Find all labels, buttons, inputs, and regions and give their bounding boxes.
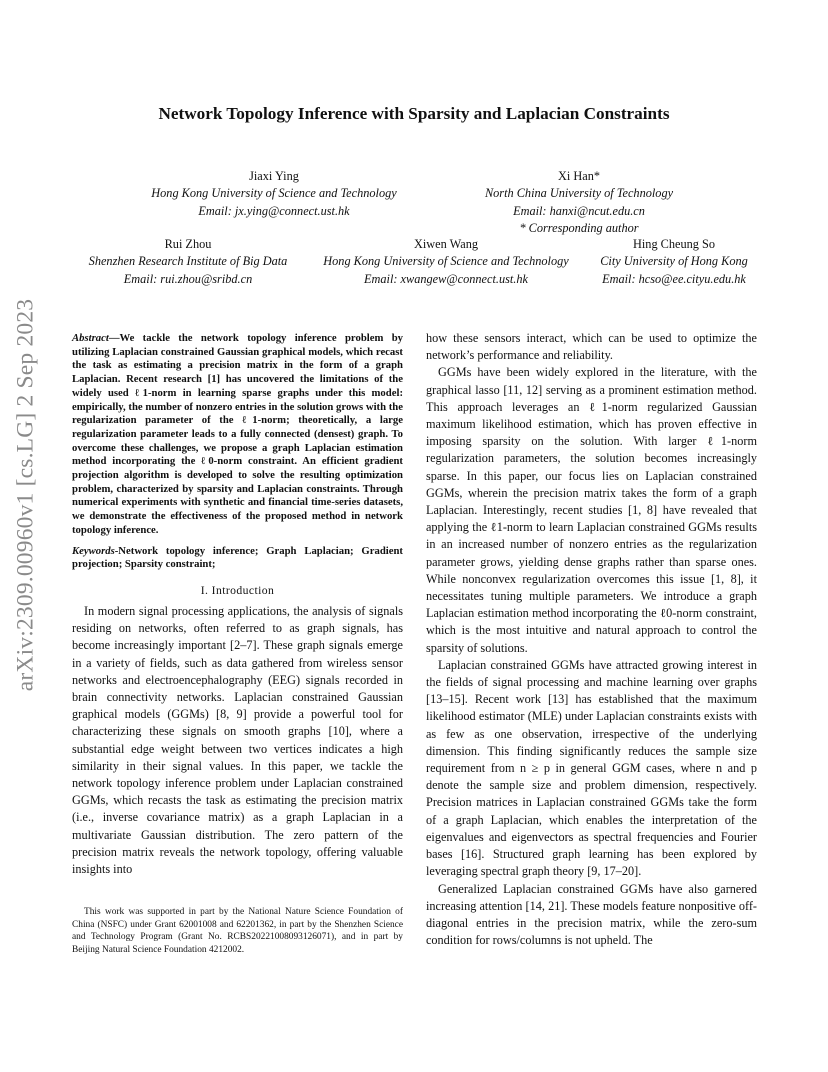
left-column — [72, 332, 403, 878]
author-block-5 — [584, 236, 764, 288]
author-affiliation: Hong Kong University of Science and Technology — [151, 186, 397, 201]
right-column — [426, 330, 757, 949]
abstract-text: —We tackle the network topology inference problem by utilizing Laplacian constrained Gaussian graphical models, which recast the task as estimating a precision matrix in the form of a graph Laplacian. Recent research [1] has uncovered the limitations of the widely used ℓ1-norm in learning sparse graphs under this model: empirically, the number of nonzero entries in the solution grows with the regularization parameter of the ℓ1-norm; theoretically, a large regularization parameter leads to a fully connected (densest) graph. To overcome these challenges, we propose a graph Laplacian estimation method incorporating the ℓ0-norm constraint. An efficient gradient projection algorithm is developed to solve the resulting optimization problem, characterized by sparsity and Laplacian constraints. Through numerical experiments with synthetic and financial time-series datasets, we demonstrate the effectiveness of the proposed method in network topology inference. — [72, 332, 403, 536]
author-email: Email: rui.zhou@sribd.cn — [123, 271, 253, 286]
keywords-text: -Network topology inference; Graph Laplacian; Gradient projection; Sparsity constraint; — [72, 544, 403, 571]
keywords-label: Keywords — [72, 544, 115, 557]
paragraph-graphical-lasso: GGMs have been widely explored in the literature, with the graphical lasso [11, 12] serving as a prominent estimation method. This approach leverages an ℓ1-norm regularized Gaussian maximum likelihood estimation, which has proven effective in imposing sparsity on the solution. With larger ℓ1-norm regularization parameters, the solution becomes increasingly sparse. In this paper, our focus lies on Laplacian constrained GGMs, wherein the precision matrix takes the form of a graph Laplacian. Interestingly, recent studies [1, 8] have revealed that applying the ℓ1-norm to learn Laplacian constrained GGMs results in an increased number of nonzero entries as the regularization parameter grows, yielding dense graphs rather than sparse ones. While nonconvex regularization overcomes this issue [1, 8], it necessitates tuning multiple parameters. We introduce a graph Laplacian estimation method incorporating the ℓ0-norm constraint, which is the most intuitive and natural approach to control the sparsity of solutions. — [426, 365, 757, 655]
author-block-1 — [124, 168, 424, 220]
author-block-4 — [300, 236, 592, 288]
footnote-text: This work was supported in part by the National Nature Science Foundation of China (NSFC) under Grant 62001008 and 62201362, in part by the Shenzhen Science and Technology Program (Grant No. RCBS20221008093126071), and in part by Beijing Natural Science Foundation 4212002. — [72, 907, 403, 955]
author-name: Hing Cheung So — [633, 237, 715, 251]
abstract-label: Abstract — [72, 332, 109, 344]
arxiv-identifier-stamp — [6, 290, 46, 700]
author-block-3 — [64, 236, 312, 288]
abstract — [72, 332, 403, 538]
author-name: Xiwen Wang — [413, 237, 478, 251]
author-email: Email: jx.ying@connect.ust.hk — [198, 203, 350, 218]
section-heading-introduction: I. Introduction — [200, 583, 275, 597]
footnote — [72, 906, 403, 956]
author-email: Email: hanxi@ncut.edu.cn — [513, 203, 645, 218]
author-affiliation: Shenzhen Research Institute of Big Data — [88, 254, 288, 269]
corresponding-author-note: * Corresponding author — [519, 220, 639, 235]
paragraph-laplacian-ggms: Laplacian constrained GGMs have attracted growing interest in the fields of signal processing and machine learning over graphs [13–15]. Recent work [13] has established that the maximum likelihood estimator (MLE) under Laplacian constraints exists with as few as one observation, irrespective of the underlying dimension. This finding significantly reduces the sample size requirement from n ≥ p in general GGM cases, where n and p denote the sample size and problem dimension, respectively. Precision matrices in Laplacian constrained GGMs take the form of a graph Laplacian, which enables the interpretation of the eigenvalues and eigenvectors as spectral frequencies and Fourier bases [16]. Structured graph learning has been explored by leveraging spectral graph theory [9, 17–20]. — [426, 657, 757, 879]
author-name: Xi Han* — [557, 169, 600, 183]
author-email: Email: xwangew@connect.ust.hk — [364, 271, 528, 286]
author-name: Rui Zhou — [164, 237, 212, 251]
author-name: Jiaxi Ying — [249, 169, 299, 183]
author-block-2 — [449, 168, 709, 237]
paragraph-continued: how these sensors interact, which can be used to optimize the network’s performance and reliability. — [426, 331, 757, 363]
keywords — [72, 545, 403, 572]
paragraph-text: In modern signal processing applications, the analysis of signals residing on networks, often referred to as graph signals, has become increasingly important [2–7]. These graph signals emerge in a variety of fields, such as data gathered from wireless sensor networks and electroencephalography (EEG) signals recorded in brain connectivity networks. Laplacian constrained Gaussian graphical models (GGMs) [8, 9] provide a powerful tool for characterizing these signals on smooth graphs [10], where a substantial edge weight between two vertices indicates a high similarity in their signal values. In this paper, we tackle the network topology inference problem under Laplacian constrained GGMs, which recasts the task as estimating the precision matrix (i.e., inverse covariance matrix) as a graph Laplacian in a multivariate Gaussian distribution. The zero pattern of the precision matrix reveals the network topology, offering valuable insights into — [72, 603, 403, 876]
intro-paragraph-1 — [72, 603, 403, 878]
author-affiliation: City University of Hong Kong — [600, 254, 748, 269]
author-affiliation: Hong Kong University of Science and Technology — [323, 254, 569, 269]
author-affiliation: North China University of Technology — [484, 186, 674, 201]
author-email: Email: hcso@ee.cityu.edu.hk — [602, 271, 746, 286]
paper-title: Network Topology Inference with Sparsity and Laplacian Constraints — [158, 104, 670, 123]
paragraph-generalized-laplacian: Generalized Laplacian constrained GGMs have also garnered increasing attention [14, 21]. These models feature nonpositive off-diagonal entries in the precision matrix, while the zero-sum condition for rows/columns is not upheld. The — [426, 881, 757, 948]
arxiv-identifier-text: arXiv:2309.00960v1 [cs.LG] 2 Sep 2023 — [12, 298, 39, 692]
